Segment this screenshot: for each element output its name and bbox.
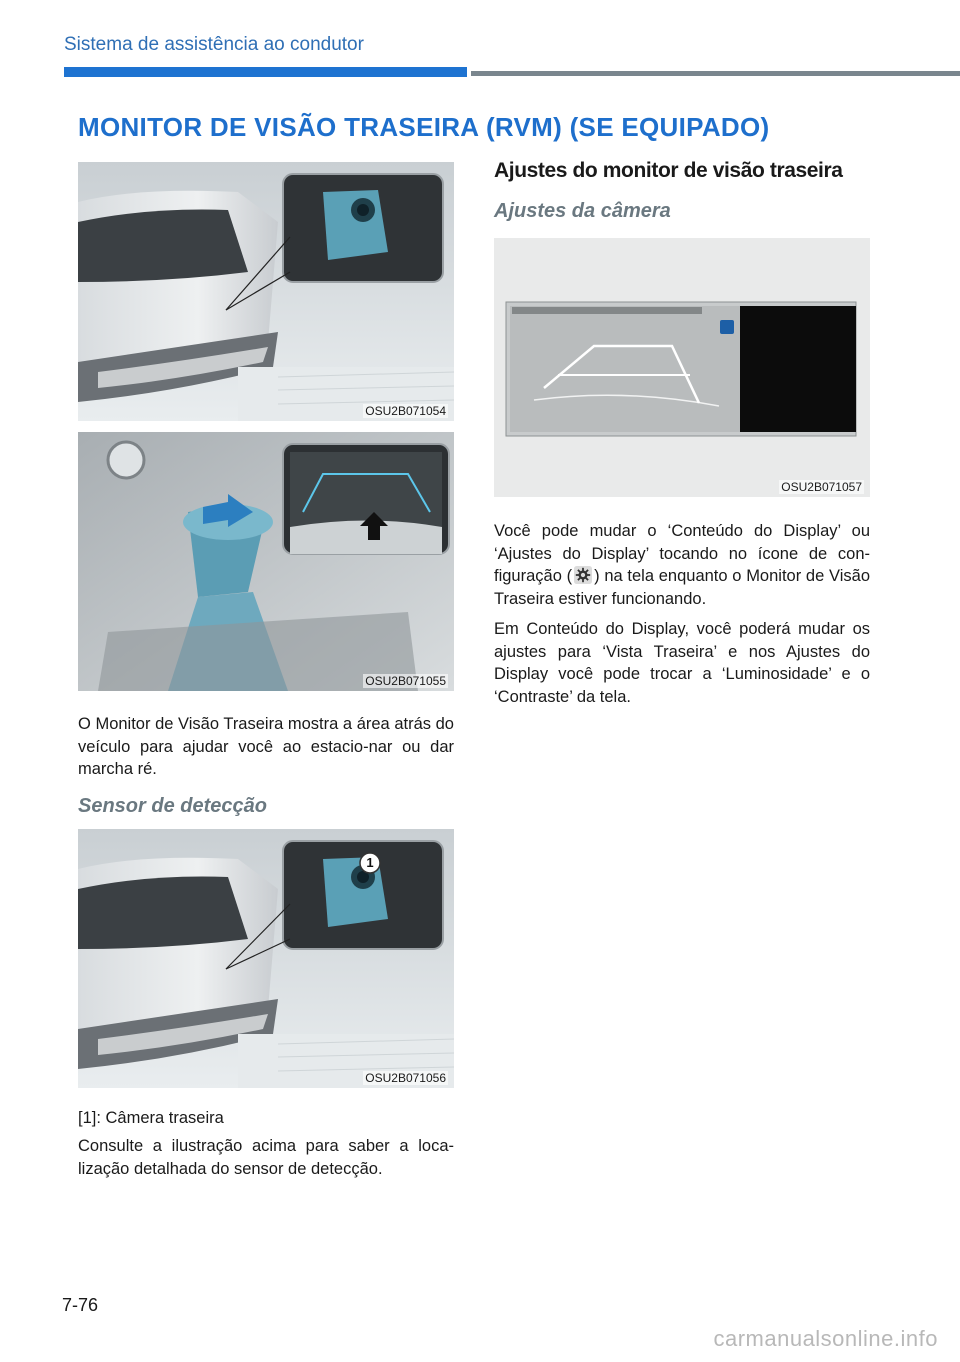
header-bar-accent: [64, 67, 467, 77]
figure-code: OSU2B071057: [781, 480, 862, 494]
adjustments-heading: Ajustes do monitor de visão traseira: [494, 159, 843, 182]
figure-rear-camera-location: [78, 162, 454, 421]
header-bar-divider: [471, 71, 960, 76]
figure-rear-view-display: [494, 238, 870, 497]
settings-paragraph: [494, 520, 870, 610]
gear-icon: [574, 566, 592, 584]
figure-gear-shift-reverse: [78, 432, 454, 691]
gear-shifter-illustration: [78, 432, 454, 691]
sensor-note: Consulte a ilustração acima para saber a loca-lização detalhada do sensor de detecção.: [78, 1137, 454, 1178]
page-number: 7-76: [62, 1295, 99, 1315]
callout-number: 1: [366, 855, 374, 870]
page-title: MONITOR DE VISÃO TRASEIRA (RVM) (SE EQUIPADO): [78, 112, 770, 142]
camera-settings-heading: Ajustes da câmera: [494, 200, 671, 222]
car-rear-illustration: [78, 162, 454, 421]
settings-paragraph-start: Você pode mudar o ‘Conteúdo do Display’ ou ‘Ajustes do Display’ tocando no ícone de con-figuração (: [494, 522, 870, 585]
figure-caption: [1]: Câmera traseira: [78, 1109, 224, 1127]
watermark: carmanualsonline.info: [713, 1326, 938, 1351]
sensor-heading: Sensor de detecção: [78, 795, 267, 817]
figure-code: OSU2B071054: [365, 404, 446, 418]
intro-paragraph: O Monitor de Visão Traseira mostra a área atrás do veículo para ajudar você ao estacio-nar ou dar marcha ré.: [78, 715, 454, 778]
section-header: Sistema de assistência ao condutor: [64, 34, 364, 55]
display-content-paragraph: Em Conteúdo do Display, você poderá mudar os ajustes para ‘Vista Traseira’ e nos Ajustes do Display você pode trocar a ‘Luminosidade’ e o ‘Contraste’ da tela.: [494, 620, 870, 706]
settings-paragraph-end: ) na tela enquanto o Monitor de Visão Traseira estiver funcionando.: [494, 567, 870, 608]
rear-view-screen-illustration: [494, 238, 870, 497]
figure-code: OSU2B071055: [365, 674, 446, 688]
figure-detection-sensor: [78, 829, 454, 1088]
car-rear-sensor-illustration: [78, 829, 454, 1088]
figure-code: OSU2B071056: [365, 1071, 446, 1085]
